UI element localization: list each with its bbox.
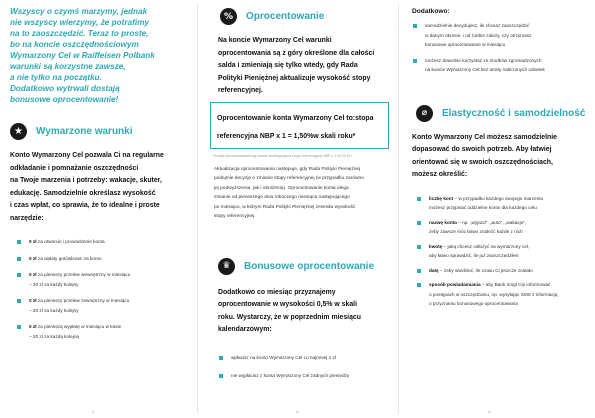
- text-line: Wszyscy o czymś marzymy, jednak: [10, 7, 148, 16]
- text-line: stopa referencyjna NBP x 1 = 1,50%: [217, 114, 374, 140]
- text-line: a nie tylko na początku.: [10, 73, 102, 82]
- list-item: [410, 56, 589, 75]
- text-line: orientować się w swoich oszczędnościach,: [412, 158, 553, 166]
- list-item-text: [29, 237, 189, 247]
- list-item-text: [29, 254, 189, 264]
- list-item-rest: – jaką chcesz odłożyć na wymarzony cel,: [442, 243, 530, 249]
- star-icon: ★: [10, 123, 27, 140]
- section-header-elastycznosc: [416, 105, 589, 122]
- list-item-text: [29, 270, 189, 280]
- list-item: [14, 296, 189, 315]
- text-line: jej podwyższenia, jak i obniżenia). Oprocentowanie konta ulega: [214, 185, 349, 191]
- rate-footnote: * Kwota oprocentowania wg stawki obowiązującej stopy referencyjnej NBP z 1.04.2015 r.: [212, 153, 354, 158]
- list-item-text: możesz dowolnie korzystać ze środków zgromadzonych: [425, 57, 542, 63]
- text-line: bonusowe oprocentowanie!: [10, 95, 119, 104]
- list-item-text: w danym okresie, i od Ciebie zależy, czy otrzymasz: [425, 32, 532, 38]
- list-item-text: [429, 194, 589, 204]
- list-item-text: – 20 zł za każdą kolejną: [29, 333, 80, 339]
- text-line: salda i zmieniają się tylko wtedy, gdy Rada: [218, 62, 358, 69]
- text-line: narzędzie:: [10, 214, 44, 222]
- list-item-text: możesz przypisać oddzielne konto dla każdego celu: [429, 205, 537, 210]
- section-header-warunki: [10, 123, 189, 140]
- text-line: nie wszyscy wierzymy, że potrafimy: [10, 18, 149, 27]
- section-header-oprocentowanie: [220, 8, 389, 25]
- percent-icon: %: [220, 8, 237, 25]
- list-item-rest: – żeby wiedzieć, ile czasu Ci jeszcze zostało: [438, 267, 533, 273]
- text-line: edukację. Samodzielnie określasz wysokość: [10, 189, 156, 197]
- text-line: na to zaoszczędzić. Teraz to proste,: [10, 29, 149, 38]
- list-item: [14, 237, 189, 247]
- list-item-text: – 20 zł za każdy kolejny: [29, 281, 79, 287]
- list-item: [216, 371, 389, 381]
- text-line: Konto Wymarzony Cel możesz samodzielnie: [412, 133, 557, 141]
- list-item-text: [429, 266, 589, 276]
- rate-box: [210, 102, 389, 149]
- text-line: i czas wpłat, co sprawia, że to idealne i proste: [10, 202, 160, 209]
- text-line: oprocentowanie w wysokości 0,5% w skali: [218, 301, 358, 308]
- dodatkowo-list: [410, 21, 589, 75]
- trophy-icon: ♛: [218, 258, 235, 275]
- list-item-text: żeby zawsze móc łatwo znaleźć każde z nich: [429, 229, 523, 234]
- text-line: roku. Wystarczy, że w poprzednim miesiącu: [218, 313, 361, 321]
- list-item-keyword: sposób powiadamiania: [429, 282, 481, 287]
- list-item: [414, 266, 589, 276]
- text-line: oprocentowania są z góry określone dla całości: [218, 49, 375, 57]
- text-line: Konto Wymarzony Cel pozwala Ci na regularne: [10, 152, 164, 159]
- list-item-text: aby łatwo sprawdzić, ile już zaoszczędziłeś: [429, 253, 519, 258]
- list-item-text: nie wypłacisz z konta Wymarzony Cel żadnych pieniędzy: [231, 373, 350, 378]
- list-item-rest: – aby Bank mógł Cię informować: [480, 282, 551, 287]
- text-line: dopasować do swoich potrzeb. Aby łatwiej: [412, 146, 552, 153]
- dodatkowo-heading: Dodatkowo:: [412, 8, 450, 15]
- text-line: Dodatkowo co miesiąc przyznajemy: [218, 288, 336, 296]
- list-item-keyword: datę: [429, 267, 439, 273]
- list-item: [14, 254, 189, 264]
- warunki-paragraph: [10, 150, 189, 225]
- list-item: [14, 270, 189, 289]
- list-item: [14, 322, 189, 341]
- text-line: Wymarzony Cel w Raiffeisen Polbank: [10, 51, 155, 60]
- text-line: warunki są korzystne zawsze,: [10, 62, 126, 71]
- text-line: referencyjnej.: [218, 87, 263, 94]
- list-item: [414, 218, 589, 237]
- list-item-rest: – np. „wyjazd”, „auto”, „wakacje”,: [456, 219, 527, 225]
- text-line: podejmie decyzję o zmianie stopy referencyjnej (w przypadku zarówno: [214, 176, 364, 181]
- page-number: 3: [296, 409, 299, 414]
- list-item: [410, 21, 589, 50]
- column-right: [400, 0, 595, 418]
- page-number: 2: [92, 409, 95, 414]
- list-item-text: wpłacisz na konto Wymarzony Cel co najmniej 1 zł: [231, 354, 336, 360]
- text-line: odkładanie i pomnażanie oszczędności: [10, 164, 139, 172]
- list-item-keyword: 0 zł: [29, 298, 37, 303]
- bonus-list: [216, 353, 389, 381]
- list-item-text: na koncie Wymarzony Cel bez utraty naliczonych odsetek: [425, 67, 545, 72]
- list-item-text: samodzielnie decydujesz, ile chcesz zaoszczędzić: [425, 23, 530, 28]
- rate-update-note: [214, 165, 389, 222]
- section-title-bonus: Bonusowe oprocentowanie: [244, 260, 375, 272]
- bonus-paragraph: [218, 287, 389, 337]
- paperclip-icon: ⌀: [416, 105, 433, 122]
- section-header-bonus: [218, 258, 389, 275]
- list-item-rest: za wpłaty gotówkowe na konto: [36, 255, 102, 261]
- list-item: [414, 242, 589, 261]
- column-divider-right: [398, 4, 399, 414]
- text-line: Na koncie Wymarzony Cel warunki: [218, 37, 332, 44]
- list-item-text: [29, 296, 189, 306]
- list-item-keyword: liczbę kont: [429, 195, 454, 201]
- list-item-keyword: 0 zł: [29, 239, 37, 244]
- text-line: Dodatkowo wytrwali dostają: [10, 84, 120, 93]
- section-title-elastycznosc: Elastyczność i samodzielność: [442, 107, 586, 119]
- column-middle: [200, 0, 395, 418]
- text-line: Aktualizacja oprocentowania następuje, gdy Rada Polityki Pieniężnej: [214, 166, 361, 172]
- column-left: [0, 0, 195, 418]
- text-line: Oprocentowanie konta Wymarzony Cel to:: [217, 114, 356, 122]
- list-item-text: [429, 280, 589, 290]
- list-item-text: [429, 218, 589, 228]
- elastycznosc-list: [414, 194, 589, 309]
- text-line: kalendarzowym:: [218, 326, 272, 333]
- list-item-rest: za otwarcie i prowadzenie konta: [36, 239, 105, 244]
- section-title-oprocentowanie: Oprocentowanie: [246, 11, 325, 22]
- list-item-keyword: 0 zł: [29, 255, 37, 261]
- list-item: [216, 353, 389, 363]
- list-item-rest: za pierwszy przelew zewnętrzny w miesiącu: [36, 298, 130, 303]
- list-item-text: [429, 242, 589, 252]
- text-line: możesz określić:: [412, 171, 468, 178]
- list-item-text: o postępach w oszczędzaniu, np. wysyłając SMS z informacją: [429, 291, 558, 297]
- section-title-warunki: Wymarzone warunki: [36, 126, 133, 137]
- column-divider-left: [197, 4, 198, 414]
- text-line: po miesiącu, w którym Rada Polityki Pieniężnej zmieniła wysokość: [214, 204, 356, 210]
- text-line: na Twoje marzenia i potrzeby: wakacje, skuter,: [10, 177, 162, 184]
- page-number: 4: [488, 409, 491, 414]
- text-line: zmianie od pierwszego dnia roboczego miesiąca następującego: [214, 195, 350, 200]
- oprocentowanie-paragraph: [218, 35, 389, 98]
- list-item-keyword: 0 zł: [29, 272, 37, 277]
- text-line: bo na koncie oszczędnościowym: [10, 40, 139, 49]
- list-item-text: – 20 zł za każdy kolejny: [29, 307, 79, 313]
- list-item-rest: za pierwszy przelew wewnętrzny w miesiącu: [36, 272, 131, 277]
- text-line: Polityki Pieniężnej aktualizuje wysokość stopy: [218, 74, 371, 82]
- list-item-rest: – w przypadku każdego swojego marzenia: [453, 195, 543, 201]
- list-item-keyword: nazwę konta: [429, 219, 457, 225]
- intro-text: [10, 6, 189, 105]
- list-item-rest: za pierwszą wypłatę w miesiącu w kasie: [36, 324, 122, 329]
- list-item-text: bonusowe oprocentowanie w miesiącu: [425, 42, 506, 47]
- text-line: w skali roku*: [313, 132, 356, 140]
- list-item-text: o przyznaniu bonusowego oprocentowania: [429, 301, 518, 306]
- text-line: stopy referencyjnej.: [214, 214, 256, 219]
- elastycznosc-paragraph: [412, 132, 589, 182]
- list-item-keyword: kwotę: [429, 243, 443, 249]
- list-item-keyword: 0 zł: [29, 324, 37, 329]
- list-item-text: [29, 322, 189, 332]
- list-item: [414, 280, 589, 309]
- warunki-list: [14, 237, 189, 341]
- list-item: [414, 194, 589, 213]
